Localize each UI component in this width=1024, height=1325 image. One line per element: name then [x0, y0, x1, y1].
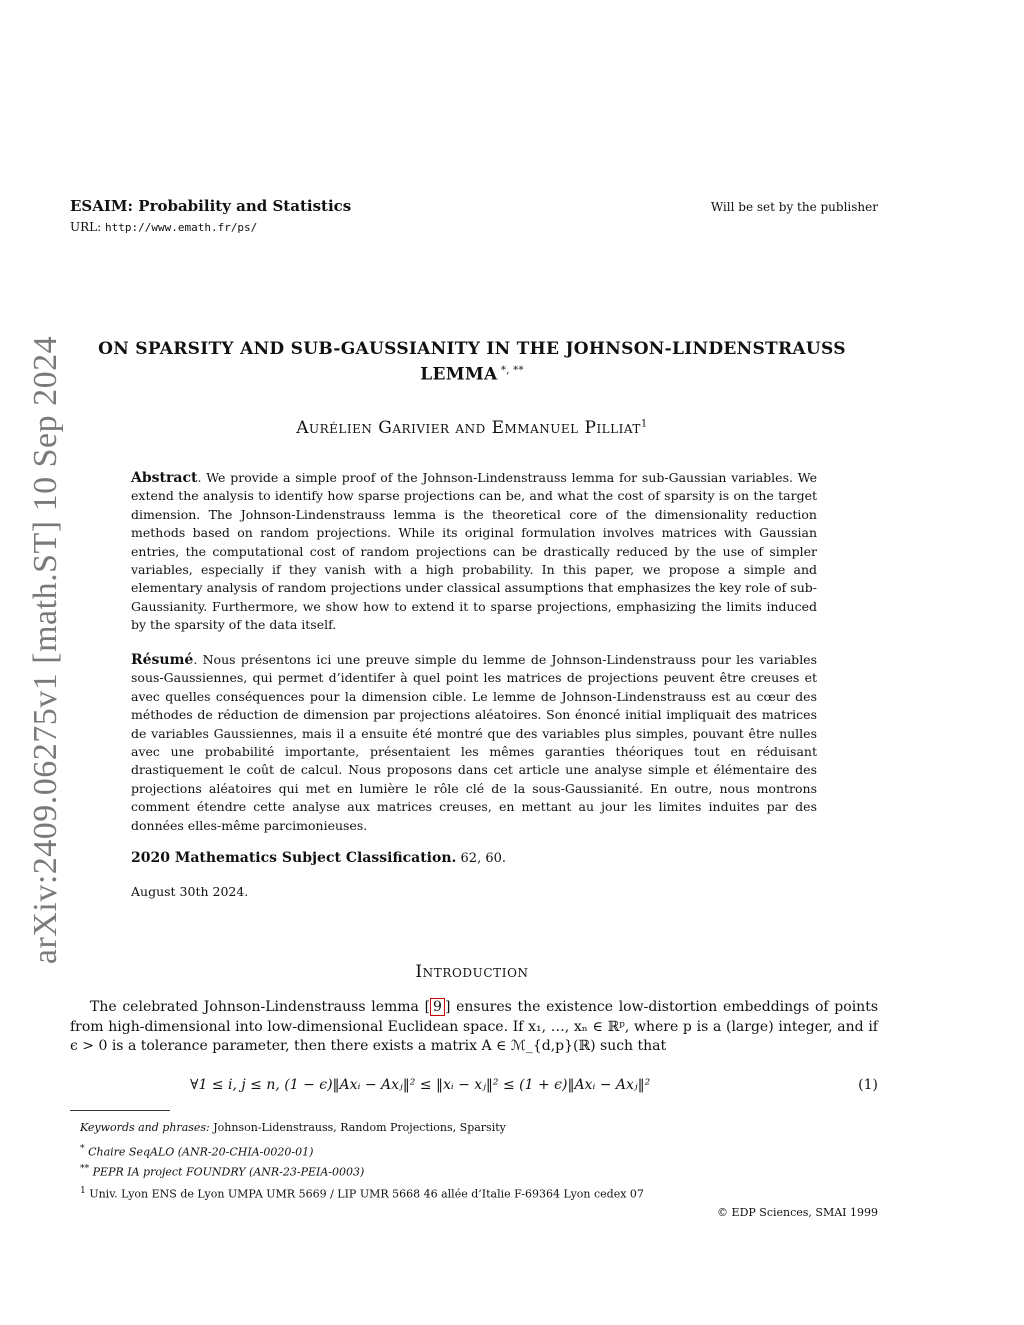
msc-classification	[131, 850, 506, 866]
title-line-1: ON SPARSITY AND SUB-GAUSSIANITY IN THE JOHNSON-LINDENSTRAUSS	[98, 339, 846, 359]
arxiv-id: arXiv:2409.06275v1 [math.ST] 10 Sep 2024	[27, 335, 64, 965]
footnote-keywords	[80, 1121, 506, 1134]
paper-title	[60, 338, 884, 386]
publisher-note: Will be set by the publisher	[710, 200, 878, 214]
journal-name: ESAIM: Probability and Statistics	[70, 197, 352, 215]
abstract-text: . We provide a simple proof of the Johnson-Lindenstrauss lemma for sub-Gaussian variables. We extend the analysis to identify how sparse projections can be, and what the cost of sparsity is on the target dimension. The Johnson-Lindenstrauss lemma is the theoretical core of the dimensionality reduction methods based on random projections. While its original formulation involves matrices with Gaussian entries, the computational cost of random projections can be drastically reduced by the use of simpler variables, especially if they vanish with a high probability. In this paper, we propose a simple and elementary analysis of random projections under classical assumptions that emphasizes the key role of sub-Gaussianity. Furthermore, we show how to extend it to sparse projections, emphasizing the limits induced by the sparsity of the data itself.	[131, 470, 817, 633]
title-line-2-text: LEMMA	[420, 364, 498, 385]
intro-text-after-cite: ensures the existence low-distortion embeddings of points from high-dimensional into low-dimensional Euclidean space. If x₁, …, xₙ ∈ ℝᵖ, where p is a (large) integer, and if ϵ > 0 is a tolerance parameter, then there exists a matrix A ∈ ℳ_{d,p}(ℝ) such that	[70, 999, 879, 1054]
introduction-text: The celebrated Johnson-Lindenstrauss lemma [ 9 ] ensures the existence low-distortion embeddings of points from high-dimensional into low-dimensional Euclidean space. If x₁, …, xₙ ∈ ℝᵖ, where p is a (large) integer, and if ϵ > 0 is a tolerance parameter, then there exists a matrix A ∈ ℳ_{d,p}(ℝ) such that	[70, 999, 879, 1054]
equation-number: (1)	[858, 1077, 878, 1093]
footnote-3-mark: 1	[80, 1185, 86, 1196]
resume-heading: Résumé	[131, 652, 194, 668]
footnote-2	[80, 1163, 364, 1179]
footnote-divider	[70, 1110, 170, 1111]
title-line-2	[60, 360, 884, 386]
equation-1: ∀1 ≤ i, j ≤ n, (1 − ϵ)‖Axᵢ − Axⱼ‖² ≤ ‖xᵢ − xⱼ‖² ≤ (1 + ϵ)‖Axᵢ − Axⱼ‖²	[190, 1077, 651, 1093]
author-list	[60, 418, 884, 438]
footnote-1	[80, 1143, 313, 1159]
resume	[131, 651, 817, 835]
msc-codes: 62, 60.	[456, 851, 507, 866]
introduction-paragraph	[70, 998, 878, 1057]
abstract	[131, 469, 817, 635]
url-label: URL:	[70, 220, 105, 234]
abstract-heading: Abstract	[131, 470, 198, 486]
footnote-3	[80, 1185, 644, 1201]
footnote-1-text: Chaire SeqALO (ANR-20-CHIA-0020-01)	[84, 1145, 314, 1159]
footnote-2-mark: **	[80, 1163, 90, 1174]
msc-label: 2020 Mathematics Subject Classification.	[131, 850, 457, 866]
journal-url	[70, 220, 257, 234]
title-footnote-marks: *, **	[497, 365, 524, 376]
author-affiliation-mark: 1	[640, 418, 648, 430]
paper-date: August 30th 2024.	[131, 884, 249, 899]
url-link[interactable]: http://www.emath.fr/ps/	[104, 221, 258, 234]
author-names: Aurélien Garivier and Emmanuel Pilliat	[296, 418, 641, 438]
copyright-notice: © EDP Sciences, SMAI 1999	[717, 1206, 878, 1219]
resume-text: . Nous présentons ici une preuve simple du lemme de Johnson-Lindenstrauss pour les variables sous-Gaussiennes, qui permet d’identifer à quel point les matrices de projections peuvent être creuses et avec quelles conséquences pour la dimension cible. Le lemme de Johnson-Lindenstrauss est au cœur des méthodes de réduction de dimension par projections aléatoires. Son énoncé initial impliquait des matrices de variables Gaussiennes, mais il a ensuite été montré que des variables plus simples, pouvant être nulles avec une probabilité importante, présentaient les mêmes garanties théoriques tout en réduisant drastiquement le coût de calcul. Nous proposons dans cet article une analyse simple et élémentaire des projections aléatoires qui met en lumière le rôle clé de la sous-Gaussianité. En outre, nous montrons comment étendre cette analyse aux matrices creuses, en mettant au jour les limites induites par des données elles-même parcimonieuses.	[131, 652, 817, 833]
footnote-1-mark: *	[80, 1143, 85, 1154]
keywords-text: Johnson-Lidenstrauss, Random Projections, Sparsity	[209, 1121, 506, 1134]
keywords-label: Keywords and phrases:	[80, 1121, 210, 1134]
section-heading-introduction: Introduction	[415, 962, 529, 982]
footnote-3-text: Univ. Lyon ENS de Lyon UMPA UMR 5669 / LIP UMR 5668 46 allée d’Italie F-69364 Lyon cedex 07	[85, 1187, 644, 1201]
intro-text-before-cite: The celebrated Johnson-Lindenstrauss lemma	[90, 999, 425, 1015]
citation-link[interactable]: 9	[430, 998, 445, 1016]
footnote-2-text: PEPR IA project FOUNDRY (ANR-23-PEIA-0003)	[89, 1165, 365, 1179]
